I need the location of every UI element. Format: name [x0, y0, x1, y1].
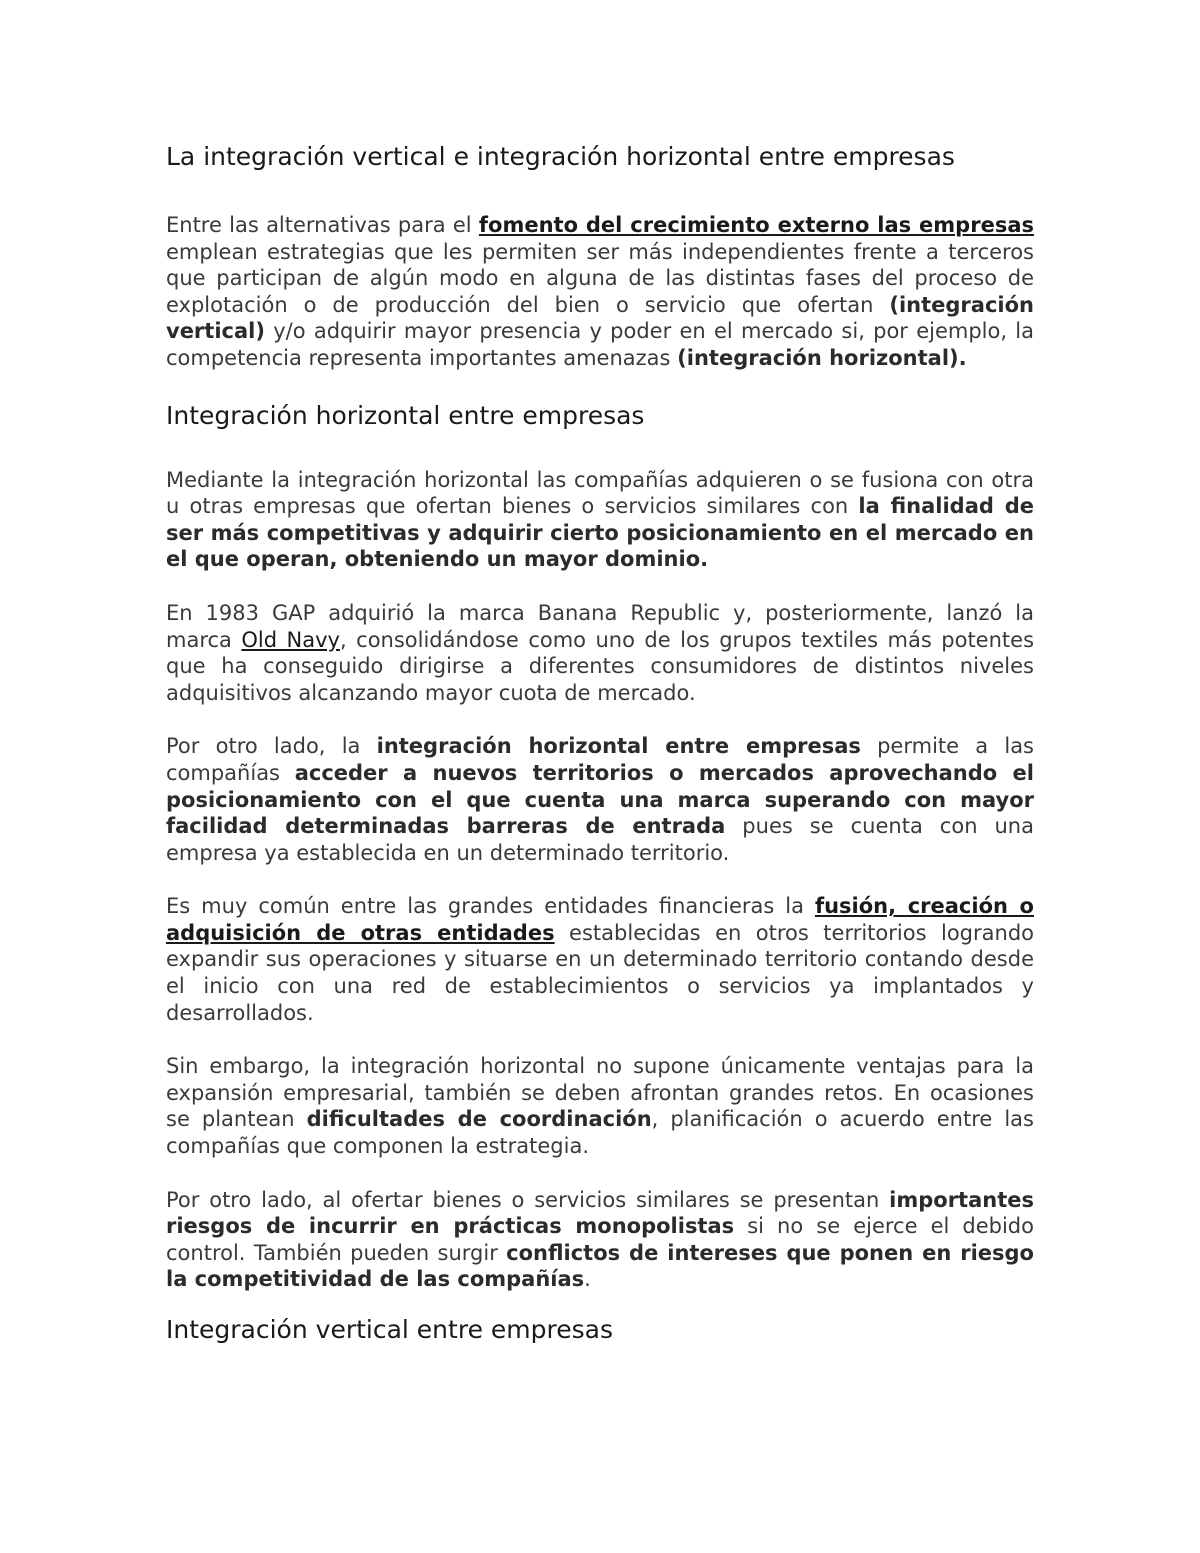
bold-riesgos-monopolistas: importantes riesgos de incurrir en prácticas monopolistas — [166, 1187, 1034, 1239]
bold-conflictos-intereses: conflictos de intereses que ponen en riesgo la competitividad de las compañías — [166, 1240, 1034, 1292]
paragraph-entidades-financieras — [166, 893, 1034, 1026]
text-span: , planificación o acuerdo entre las compañías que componen la estrategia. — [166, 1107, 1034, 1159]
paragraph-intro — [166, 212, 1034, 372]
bold-integracion-horizontal-empresas: integración horizontal entre empresas — [376, 734, 861, 759]
heading-vertical: Integración vertical entre empresas — [166, 1315, 613, 1344]
link-fomento-crecimiento[interactable]: fomento del crecimiento externo las empresas — [478, 213, 1034, 237]
text-span: En 1983 GAP adquirió la marca Banana Republic y, posteriormente, lanzó la marca — [166, 600, 1034, 652]
text-span: si no se ejerce el debido control. También pueden surgir — [166, 1214, 1034, 1265]
text-span: , consolidándose como uno de los grupos textiles más potentes que ha conseguido dirigirse a diferentes consumidores de distintos niveles adquisitivos alcanzando mayor cuota de mercado. — [166, 627, 1035, 705]
bold-finalidad: la finalidad de ser más competitivas y adquirir cierto posicionamiento en el mercado en el que operan, obteniendo un mayor dominio. — [166, 494, 1034, 572]
text-span: Es muy común entre las grandes entidades financieras la — [166, 894, 815, 919]
bold-integracion-vertical: (integración vertical) — [166, 292, 1034, 344]
document-title: La integración vertical e integración horizontal entre empresas — [166, 142, 955, 171]
text-span: Sin embargo, la integración horizontal no supone únicamente ventajas para la expansión empresarial, también se deben afrontan grandes retos. En ocasiones se plantean — [166, 1054, 1034, 1132]
paragraph-horizontal-definition — [166, 467, 1034, 573]
paragraph-territorios — [166, 733, 1034, 866]
link-old-navy[interactable]: Old Navy — [241, 627, 340, 652]
bold-dificultades: dificultades de coordinación — [306, 1107, 652, 1132]
bold-integracion-horizontal: (integración horizontal). — [677, 345, 967, 370]
text-span: Por otro lado, la — [166, 734, 377, 759]
paragraph-retos — [166, 1053, 1034, 1159]
text-span: establecidas en otros territorios logrando expandir sus operaciones y situarse en un determinado territorio contando desde el inicio con una red de establecimientos o servicios ya implantados y desarrollados. — [166, 920, 1034, 1025]
link-fusion-creacion[interactable]: fusión, creación o adquisición de otras entidades — [166, 894, 1034, 945]
paragraph-gap-example — [166, 600, 1034, 706]
text-span: y/o adquirir mayor presencia y poder en el mercado si, por ejemplo, la competencia representa importantes amenazas — [166, 319, 1034, 370]
bold-acceder-territorios: acceder a nuevos territorios o mercados aprovechando el posicionamiento con el que cuenta una marca superando con mayor facilidad determinadas barreras de entrada — [166, 760, 1034, 839]
text-span: permite a las compañías — [166, 734, 1035, 785]
heading-horizontal: Integración horizontal entre empresas — [166, 400, 645, 430]
text-span: pues se cuenta con una empresa ya establecida en un determinado territorio. — [166, 814, 1034, 865]
text-span: emplean estrategias que les permiten ser más independientes frente a terceros que participan de algún modo en alguna de las distintas fases del proceso de explotación o de producción del bien o servicio que ofertan — [166, 239, 1034, 317]
document-page — [166, 140, 1034, 1381]
text-span: . — [584, 1267, 591, 1292]
text-span: Por otro lado, al ofertar bienes o servicios similares se presentan — [166, 1187, 890, 1212]
text-span: Mediante la integración horizontal las compañías adquieren o se fusiona con otra u otras empresas que ofertan bienes o servicios similares con — [166, 467, 1034, 519]
text-span: Entre las alternativas para el — [166, 213, 479, 237]
paragraph-riesgos — [166, 1187, 1034, 1293]
